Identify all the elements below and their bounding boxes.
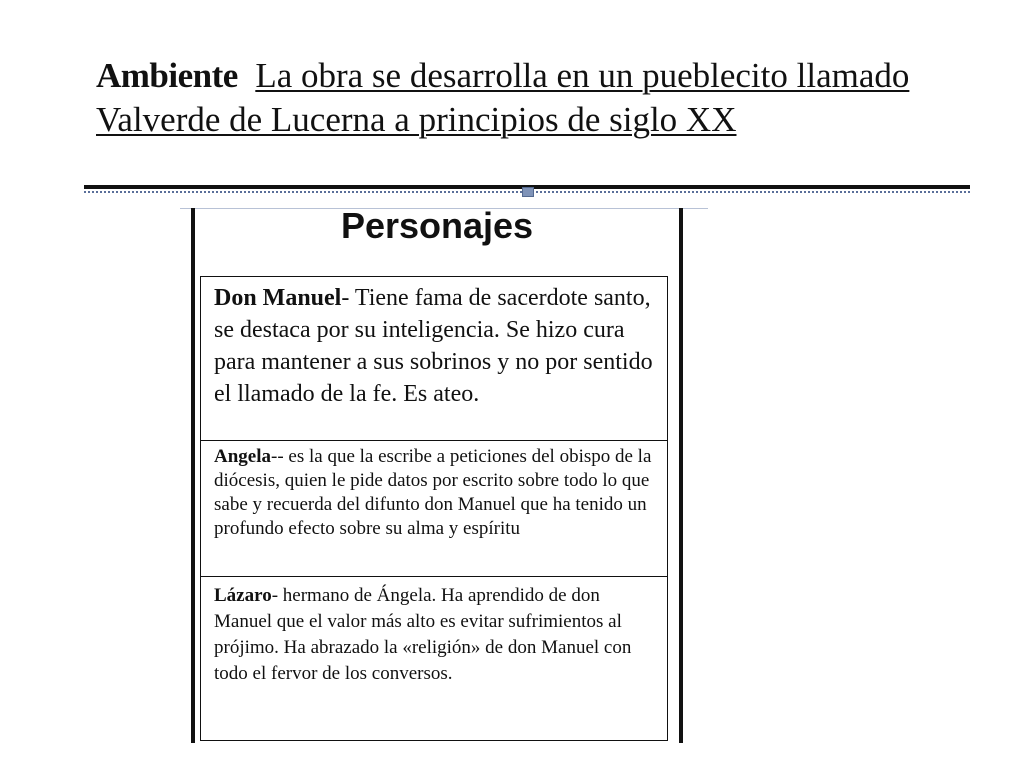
ambiente-label: Ambiente bbox=[96, 56, 238, 95]
characters-table bbox=[200, 276, 668, 741]
textbox-left-border bbox=[191, 208, 195, 743]
character-row-lazaro bbox=[201, 577, 667, 740]
character-row-angela bbox=[201, 441, 667, 577]
character-separator: - bbox=[341, 285, 355, 311]
character-separator: - bbox=[271, 585, 283, 606]
character-row-don-manuel bbox=[201, 277, 667, 441]
resize-handle[interactable] bbox=[522, 187, 534, 197]
textbox-right-border bbox=[679, 208, 683, 743]
character-name: Angela bbox=[214, 446, 271, 467]
ambiente-paragraph bbox=[96, 54, 956, 142]
character-description: es la que la escribe a peticiones del obispo de la diócesis, quien le pide datos por escrito sobre todo lo que sabe y recuerda del difunto don Manuel que ha tenido un profundo efecto sobre su alma y espíritu bbox=[214, 446, 652, 539]
personajes-title: Personajes bbox=[340, 205, 534, 246]
character-description: hermano de Ángela. Ha aprendido de don Manuel que el valor más alto es evitar sufrimientos al prójimo. Ha abrazado la «religión» de don Manuel con todo el fervor de los conversos. bbox=[214, 585, 632, 684]
character-name: Lázaro bbox=[214, 585, 272, 606]
character-description: Tiene fama de sacerdote santo, se destaca por su inteligencia. Se hizo cura para mantener a sus sobrinos y no por sentido el llamado de la fe. Es ateo. bbox=[214, 285, 653, 407]
ambiente-text: La obra se desarrolla en un pueblecito llamado Valverde de Lucerna a principios de siglo XX bbox=[96, 56, 910, 139]
character-name: Don Manuel bbox=[214, 285, 342, 311]
character-separator: -- bbox=[271, 446, 289, 467]
